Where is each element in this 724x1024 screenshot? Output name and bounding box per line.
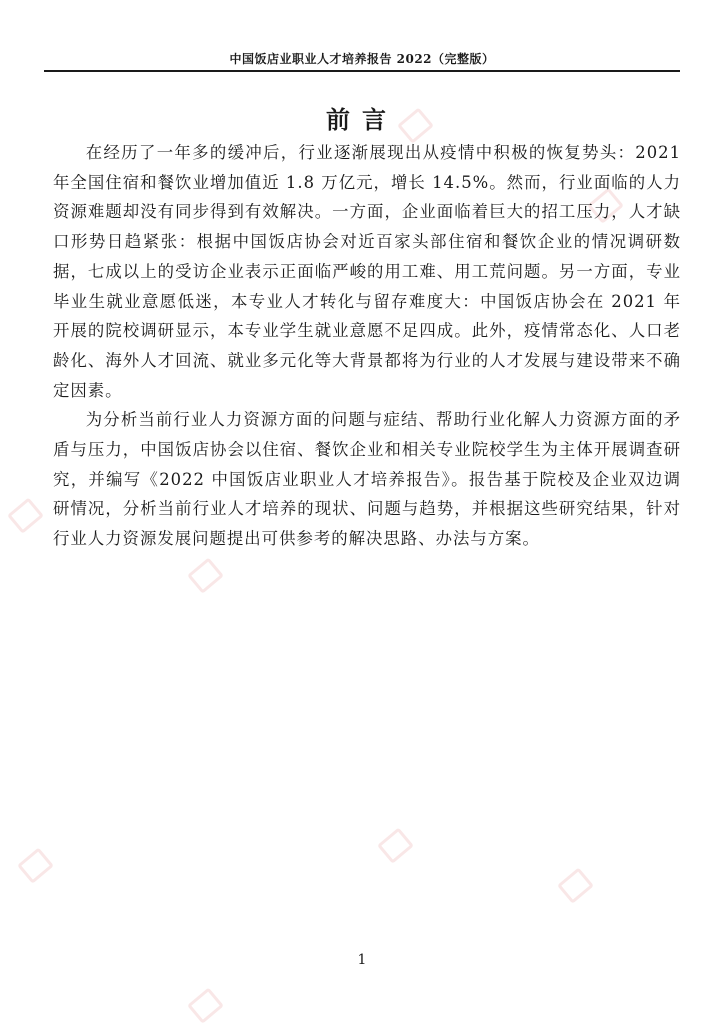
page-number: 1	[357, 952, 367, 968]
header-rule	[44, 70, 680, 72]
watermark-logo-icon	[557, 867, 594, 903]
watermark-logo-icon	[187, 557, 224, 593]
watermark-logo-icon	[7, 497, 44, 533]
paragraph-1: 在经历了一年多的缓冲后，行业逐渐展现出从疫情中积极的恢复势头：2021 年全国住宿和餐饮业增加值近 1.8 万亿元，增长 14.5%。然而，行业面临的人力资源难题却没有同步得到有效解决。一方面，企业面临着巨大的招工压力，人才缺口形势日趋紧张：根据中国饭店协会对近百家头部住宿和餐饮企业的情况调研数据，七成以上的受访企业表示正面临严峻的用工难、用工荒问题。另一方面，专业毕业生就业意愿低迷，本专业人才转化与留存难度大：中国饭店协会在 2021 年开展的院校调研显示，本专业学生就业意愿不足四成。此外，疫情常态化、人口老龄化、海外人才回流、就业多元化等大背景都将为行业的人才发展与建设带来不确定因素。	[53, 143, 681, 400]
page-title: 前言	[326, 105, 398, 135]
watermark-logo-icon	[377, 827, 414, 863]
running-header: 中国饭店业职业人才培养报告 2022（完整版）	[229, 52, 495, 66]
watermark-logo-icon	[17, 847, 54, 883]
watermark-stamp	[186, 552, 228, 593]
watermark-stamp	[186, 982, 228, 1023]
body-text	[53, 138, 681, 554]
paragraph-2: 为分析当前行业人力资源方面的问题与症结、帮助行业化解人力资源方面的矛盾与压力，中国饭店协会以住宿、餐饮企业和相关专业院校学生为主体开展调查研究，并编写《2022 中国饭店业职业人才培养报告》。报告基于院校及企业双边调研情况，分析当前行业人才培养的现状、问题与趋势，并根据这些研究结果，针对行业人力资源发展问题提出可供参考的解决思路、办法与方案。	[53, 410, 681, 549]
watermark-stamp	[376, 822, 418, 863]
watermark-stamp	[16, 842, 58, 883]
watermark-logo-icon	[187, 987, 224, 1023]
watermark-stamp	[6, 492, 48, 533]
watermark-stamp	[556, 862, 598, 903]
